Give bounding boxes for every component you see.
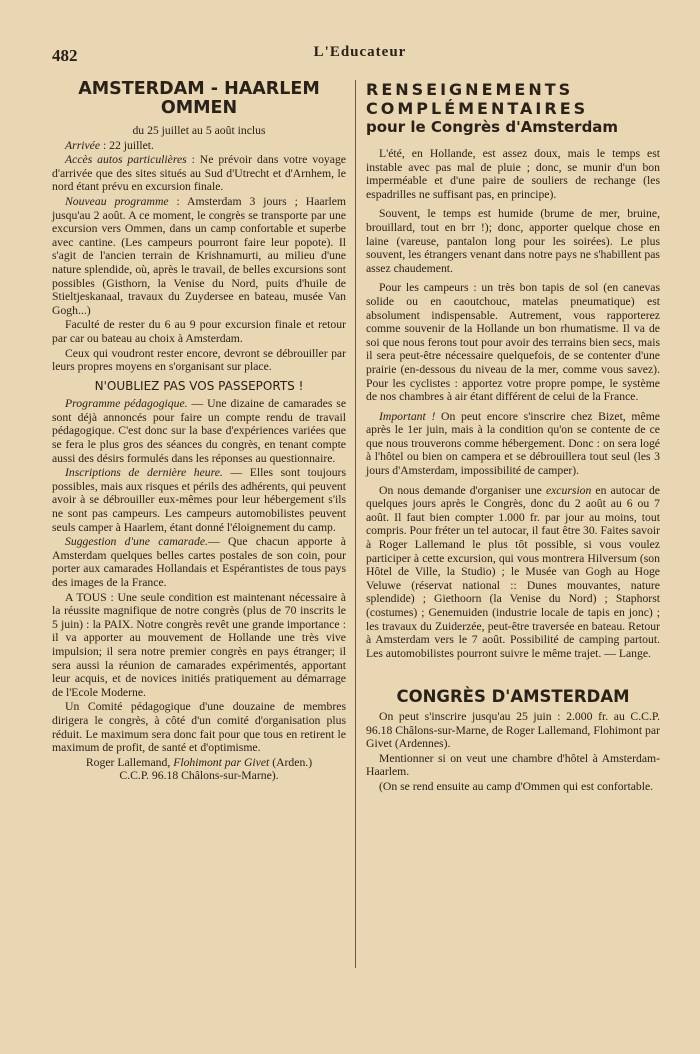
important-paragraph: Important ! On peut encore s'inscrire chez Bizet, même après le 1er juin, mais à la condition qu'on se contente de ce que nous trouverons comme hébergement. Donc : on sera logé à l'hôtel ou bien on campera et se débrouillera tout seul (les 3 jours d'Amsterdam, impossibilité de camper). [366, 409, 660, 478]
left-article-title: AMSTERDAM - HAARLEM OMMEN [78, 79, 320, 118]
column-divider [355, 80, 356, 968]
right-article-title-line2: COMPLÉMENTAIRES [366, 99, 589, 118]
to-all-paragraph: A TOUS : Une seule condition est maintenant nécessaire à la réussite magnifique de notre congrès (plus de 70 inscrits le 5 juin) : la PAIX. Notre congrès revêt une grande importance : il va apporter au mouvement de Hollande une très vive impulsion; il sera notre premier congrès en pays étranger; il sera aussi la réunion de camarades expérimentés, apportant leur acquis, et de novices initiés pratiquement au démarrage de l'Ecole Moderne. [52, 590, 346, 699]
committee-paragraph: Un Comité pédagogique d'une douzaine de membres dirigera le congrès, à côté d'un comité d'organisation plus réduit. Le maximum sera donc fait pour que tous en retirent le maximum de profit, de santé et d'optimisme. [52, 700, 346, 755]
congress-title: CONGRÈS D'AMSTERDAM [396, 687, 630, 707]
signature: Roger Lallemand, Flohimont par Givet (Arden.) C.C.P. 96.18 Châlons-sur-Marne). [85, 755, 313, 783]
congress-registration-paragraph: On peut s'inscrire jusqu'au 25 juin : 2.000 fr. au C.C.P. 96.18 Châlons-sur-Marne, de Roger Lallemand, Flohimont par Givet (Ardennes). [366, 709, 660, 751]
campers-paragraph: Pour les campeurs : un très bon tapis de sol (en canevas solide ou en caoutchouc, matelas pneumatique) est absolument indispensable. Autrement, vous rapporterez comme souvenir de la Hollande un bon rhumatisme. Il va de soi que nous ferons tout pour avoir des terrains bien secs, mais il sera peut-être nécessaire quelquefois, de se contenter d'une prairie (en-dessous du niveau de la mer, comme vous savez). Pour les cyclistes : apportez votre propre pompe, le système de nos chambres à air étant différent de celui de la France. [366, 281, 660, 404]
arrival-paragraph: Arrivée : 22 juillet. [65, 138, 154, 152]
right-column [366, 80, 660, 795]
late-registration-paragraph: Inscriptions de dernière heure. — Elles sont toujours possibles, mais aux risques et périls des adhérents, qui peuvent avoir à se débrouiller eux-mêmes pour leur hébergement s'ils ne sont pas campeurs. Les campeurs automobilistes peuvent seuls camper à Haarlem, étant donné l'éloignement du camp. [52, 466, 346, 534]
humidity-paragraph: Souvent, le temps est humide (brume de mer, bruine, brouillard, tout en brr !); donc, apporter quelque chose en laine (vareuse, pantalon long pour les soirées). Le plus souvent, les étrangers venant dans notre pays ne s'habillent pas assez chaudement. [366, 207, 660, 275]
suggestion-paragraph: Suggestion d'une camarade.— Que chacun apporte à Amsterdam quelques belles cartes postales de son coin, pour porter aux camarades Hollandais et Espérantistes de tous pays des images de la France. [52, 535, 346, 589]
hotel-paragraph: Mentionner si on veut une chambre d'hôtel à Amsterdam-Haarlem. [366, 751, 660, 779]
program-paragraph: Nouveau programme : Amsterdam 3 jours ; Haarlem jusqu'au 2 août. A ce moment, le congrès se transporte par une excursion vers Ommen, dans un camp confortable et superbe avec cantine. (Les campeurs pourront faire leur popote). Il s'agit de l'ancien terrain de Krishnamurti, au milieu d'une nature splendide, où, après le travail, de belles excursions sont possibles (Gisthorn, la Venise du Nord, puits d'huile de Stieltjeskanaal, travaux du Zuydersee en bateau, musée Van Gogh...) [52, 194, 346, 317]
access-paragraph: Accès autos particulières : Ne prévoir dans votre voyage d'arrivée que des sites situés au Sud d'Utrecht et d'Arnhem, le nord étant prévu en excursion finale. [52, 153, 346, 194]
page-number: 482 [52, 46, 78, 65]
others-paragraph: Ceux qui voudront rester encore, devront se débrouiller par leurs propres moyens en s'organisant sur place. [52, 346, 346, 374]
pedagogic-paragraph: Programme pédagogique. — Une dizaine de camarades se sont déjà annoncés pour faire un compte rendu de travail pédagogique. C'est donc sur la base d'expériences variées que se fera le plus gros des séances du congrès, en tenant compte aussi des désirs formulés dans les réponses au questionnaire. [52, 397, 347, 465]
passports-heading: N'OUBLIEZ PAS VOS PASSEPORTS ! [94, 378, 304, 393]
camp-paragraph: (On se rend ensuite au camp d'Ommen qui est confortable. [379, 779, 654, 793]
faculty-paragraph: Faculté de rester du 6 au 9 pour excursion finale et retour par car ou bateau au choix à Amsterdam. [52, 318, 346, 345]
dates: du 25 juillet au 5 août inclus [132, 124, 266, 137]
weather-paragraph: L'été, en Hollande, est assez doux, mais le temps est instable avec pas mal de pluie ; donc, se munir d'un bon imperméable et d'une paire de souliers de rechange (les espadrilles ne suffisant pas, en principe). [366, 147, 660, 201]
right-article-subtitle: pour le Congrès d'Amsterdam [366, 118, 619, 136]
running-header: L'Educateur [313, 44, 407, 60]
left-column [52, 80, 346, 784]
right-article-title-line1: RENSEIGNEMENTS [366, 80, 574, 99]
excursion-paragraph: On nous demande d'organiser une excursion en autocar de quelques jours après le Congrès, donc du 2 août au 6 ou 7 août. Il faut bien compter 1.000 fr. par jour au moins, tout compris. Pour fréter un tel autocar, il faut être 30. Faites savoir à Roger Lallemand le plus tôt possible, si vous voulez participer à cette excursion, qui vous montrera Hilversum (son Hôtel de Ville, la Studio) ; le Musée van Gogh au Hoge Veluwe (réservat national :: Dunes mouvantes, nature splendide) ; Giethoorn (la Venise du Nord) ; Staphorst (costumes) ; Genemuiden (industrie locale de tapis en jonc) ; les travaux du Zuiderzée, peut-être traversée en bateau. Retour à Amsterdam vers le 7 août. Possibilité de camping partout. Les automobilistes pourront suivre le même trajet. — Lange. [366, 483, 660, 660]
